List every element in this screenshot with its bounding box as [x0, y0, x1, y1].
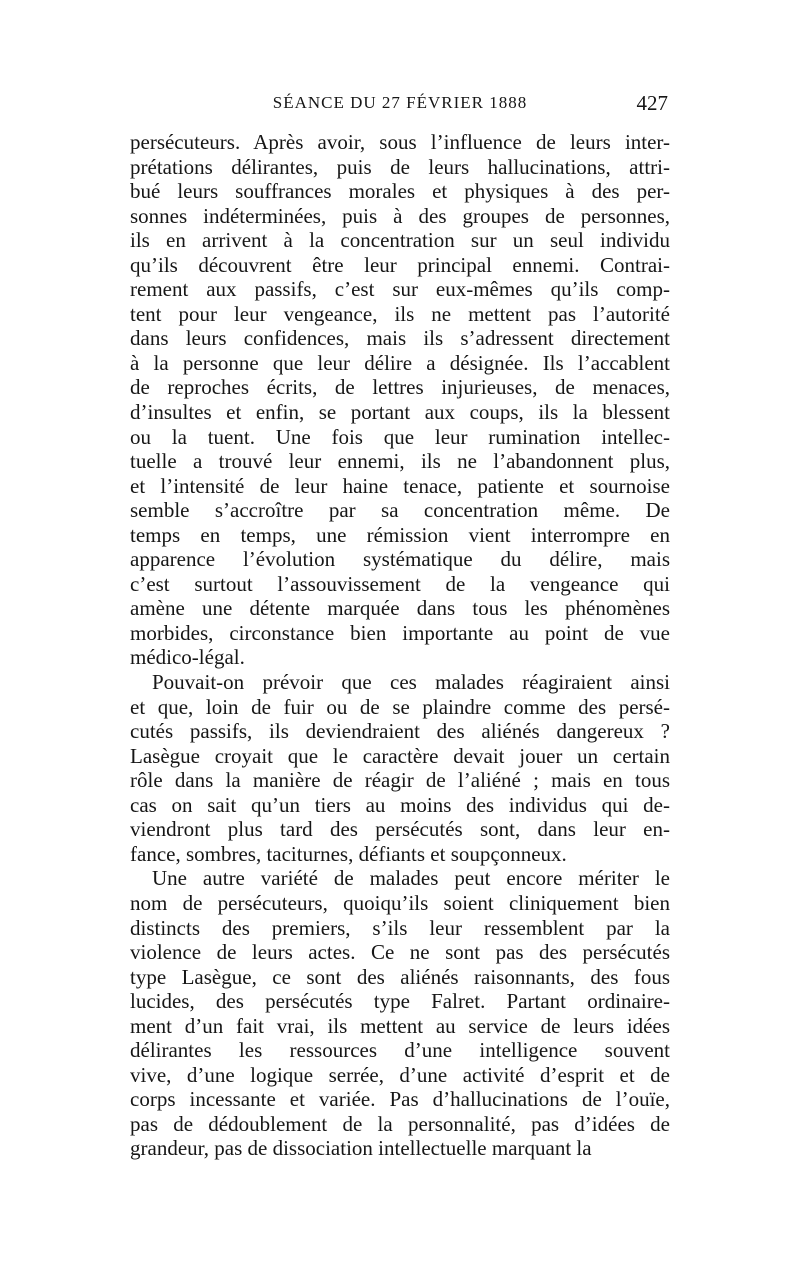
text-line: tuelle a trouvé leur ennemi, ils ne l’abandonnent plus,	[130, 449, 670, 474]
running-title: SÉANCE DU 27 FÉVRIER 1888	[272, 93, 528, 112]
text-line: d’insultes et enfin, se portant aux coups, ils la blessent	[130, 400, 670, 425]
text-line: délirantes les ressources d’une intelligence souvent	[130, 1038, 670, 1063]
text-line: apparence l’évolution systématique du délire, mais	[130, 547, 670, 572]
paragraph	[130, 670, 670, 866]
text-line: fance, sombres, taciturnes, défiants et soupçonneux.	[130, 841, 567, 866]
text-line: persécuteurs. Après avoir, sous l’influence de leurs inter-	[130, 130, 670, 154]
text-line: vive, d’une logique serrée, d’une activité d’esprit et de	[130, 1062, 670, 1087]
text-line: morbides, circonstance bien importante au point de vue	[130, 620, 670, 645]
text-line: rôle dans la manière de réagir de l’aliéné ; mais en tous	[130, 768, 670, 793]
text-line: type Lasègue, ce sont des aliénés raisonnants, des fous	[130, 964, 670, 989]
text-line: corps incessante et variée. Pas d’hallucinations de l’ouïe,	[130, 1087, 670, 1112]
text-line: ou la tuent. Une fois que leur rumination intellec-	[130, 424, 670, 449]
text-line: de reproches écrits, de lettres injurieuses, de menaces,	[130, 375, 670, 400]
text-line: violence de leurs actes. Ce ne sont pas des persécutés	[130, 940, 670, 965]
text-line: amène une détente marquée dans tous les phénomènes	[130, 596, 670, 621]
text-line: et que, loin de fuir ou de se plaindre comme des persé-	[130, 694, 670, 719]
text-line: lucides, des persécutés type Falret. Partant ordinaire-	[130, 989, 670, 1014]
text-line: rement aux passifs, c’est sur eux-mêmes qu’ils comp-	[130, 277, 670, 302]
text-line: à la personne que leur délire a désignée. Ils l’accablent	[130, 350, 670, 375]
text-line: viendront plus tard des persécutés sont, dans leur en-	[130, 817, 670, 842]
text-line: c’est surtout l’assouvissement de la vengeance qui	[130, 571, 670, 596]
text-line: Une autre variété de malades peut encore mériter le	[152, 866, 670, 891]
text-line: et l’intensité de leur haine tenace, patiente et sournoise	[130, 473, 670, 498]
text-line: dans leurs confidences, mais ils s’adressent directement	[130, 326, 670, 351]
page-header	[130, 91, 670, 115]
text-line: tent pour leur vengeance, ils ne mettent pas l’autorité	[130, 301, 670, 326]
text-line: Pouvait-on prévoir que ces malades réagiraient ainsi	[152, 670, 670, 695]
text-line: semble s’accroître par sa concentration même. De	[130, 498, 670, 523]
text-line: sonnes indéterminées, puis à des groupes de personnes,	[130, 203, 670, 228]
text-line: cas on sait qu’un tiers au moins des individus qui de-	[130, 792, 670, 817]
page-number: 427	[636, 91, 668, 115]
text-line: médico-légal.	[130, 645, 245, 670]
body-text	[130, 130, 670, 1161]
text-line: ils en arrivent à la concentration sur un seul individu	[130, 228, 670, 253]
text-line: prétations délirantes, puis de leurs hallucinations, attri-	[130, 154, 670, 179]
text-line: grandeur, pas de dissociation intellectuelle marquant la	[130, 1136, 592, 1161]
text-line: cutés passifs, ils deviendraient des aliénés dangereux ?	[130, 719, 670, 744]
paragraph	[130, 866, 670, 1161]
text-line: nom de persécuteurs, quoiqu’ils soient cliniquement bien	[130, 890, 670, 915]
text-line: bué leurs souffrances morales et physiques à des per-	[130, 179, 670, 204]
text-line: pas de dédoublement de la personnalité, pas d’idées de	[130, 1111, 670, 1136]
text-line: temps en temps, une rémission vient interrompre en	[130, 522, 670, 547]
text-line: Lasègue croyait que le caractère devait jouer un certain	[130, 743, 670, 768]
text-line: distincts des premiers, s’ils leur ressemblent par la	[130, 915, 670, 940]
text-line: ment d’un fait vrai, ils mettent au service de leurs idées	[130, 1013, 670, 1038]
paragraph	[130, 130, 670, 670]
text-line: qu’ils découvrent être leur principal ennemi. Contrai-	[130, 252, 670, 277]
